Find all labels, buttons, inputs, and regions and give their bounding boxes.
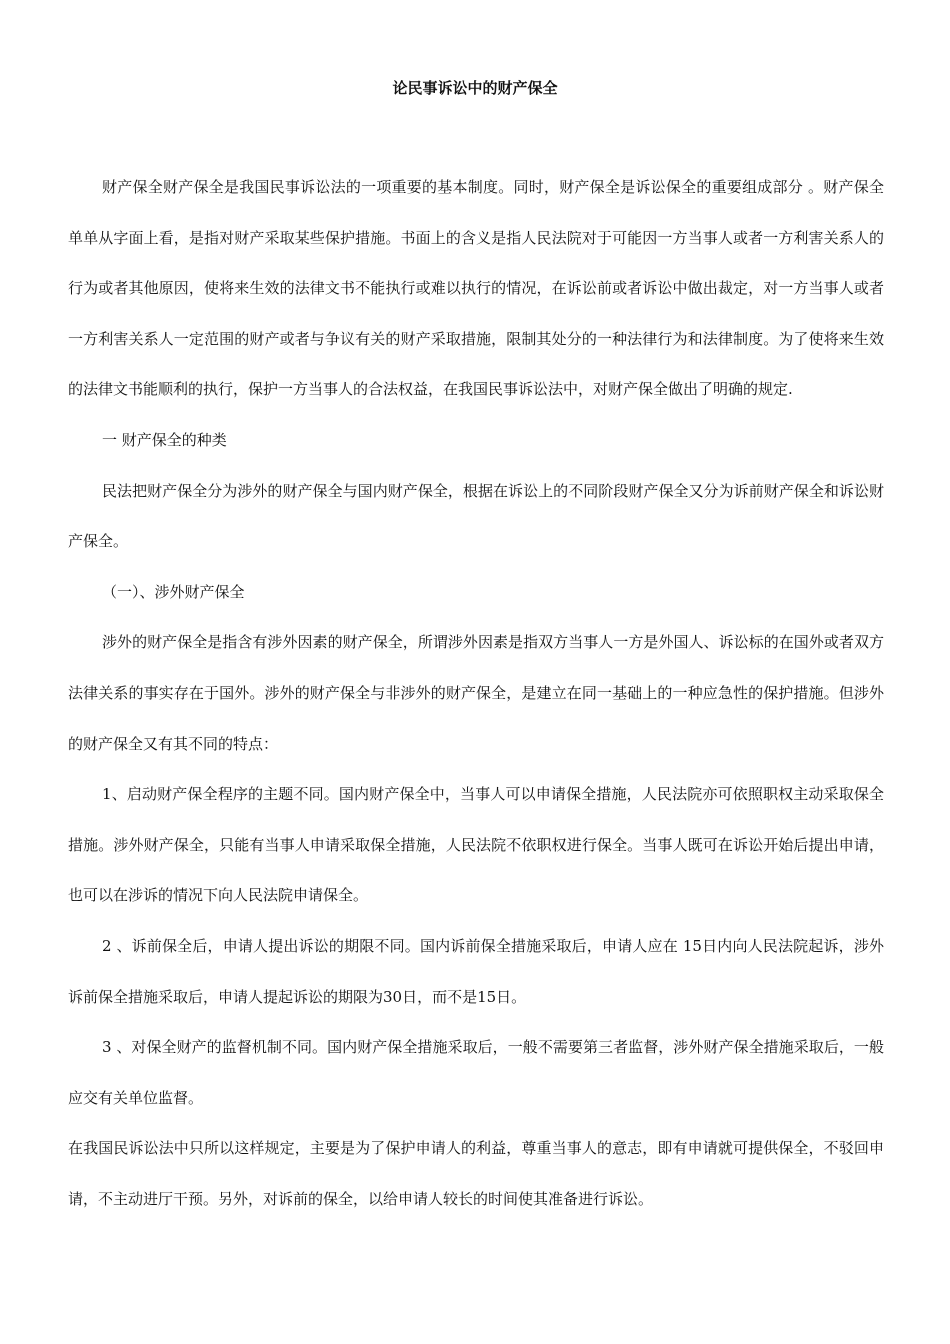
paragraph-types: 民法把财产保全分为涉外的财产保全与国内财产保全，根据在诉讼上的不同阶段财产保全又分为诉前财产保全和诉讼财产保全。 — [68, 481, 884, 551]
list-item-2: 2 、诉前保全后，申请人提出诉讼的期限不同。国内诉前保全措施采取后，申请人应在 15日内向人民法院起诉，涉外诉前保全措施采取后，申请人提起诉讼的期限为30日，而不是15日。 — [68, 936, 884, 1006]
section-heading-types: 一 财产保全的种类 — [102, 430, 227, 449]
list-item-1: 1、启动财产保全程序的主题不同。国内财产保全中，当事人可以申请保全措施，人民法院亦可依照职权主动采取保全措施。涉外财产保全，只能有当事人申请采取保全措施，人民法院不依职权进行保全。当事人既可在诉讼开始后提出申请，也可以在涉诉的情况下向人民法院申请保全。 — [68, 785, 884, 905]
paragraph-foreign: 涉外的财产保全是指含有涉外因素的财产保全，所谓涉外因素是指双方当事人一方是外国人、诉讼标的在国外或者双方法律关系的事实存在于国外。涉外的财产保全与非涉外的财产保全，是建立在同一基础上的一种应急性的保护措施。但涉外的财产保全又有其不同的特点： — [68, 633, 884, 753]
document-title: 论民事诉讼中的财产保全 — [392, 79, 558, 97]
subsection-heading-foreign: （一）、涉外财产保全 — [102, 582, 245, 601]
list-item-3: 3 、对保全财产的监督机制不同。国内财产保全措施采取后，一般不需要第三者监督，涉外财产保全措施采取后，一般应交有关单位监督。 — [68, 1038, 884, 1107]
paragraph-intro: 财产保全财产保全是我国民事诉讼法的一项重要的基本制度。同时，财产保全是诉讼保全的重要组成部分 。财产保全单单从字面上看，是指对财产采取某些保护措施。书面上的含义是指人民法院对于可能因一方当事人或者一方利害关系人的行为或者其他原因，使将来生效的法律文书不能执行或难以执行的情况，在诉讼前或者诉讼中做出裁定，对一方当事人或者一方利害关系人一定范围的财产或者与争议有关的财产采取措施，限制其处分的一种法律行为和法律制度。为了使将来生效的法律文书能顺利的执行，保护一方当事人的合法权益，在我国民事诉讼法中，对财产保全做出了明确的规定. — [68, 178, 884, 399]
paragraph-conclusion: 在我国民诉讼法中只所以这样规定，主要是为了保护申请人的利益，尊重当事人的意志，即有申请就可提供保全，不驳回申请，不主动进厅干预。另外，对诉前的保全，以给申请人较长的时间使其准备进行诉讼。 — [68, 1139, 884, 1208]
document-body — [68, 162, 884, 1224]
